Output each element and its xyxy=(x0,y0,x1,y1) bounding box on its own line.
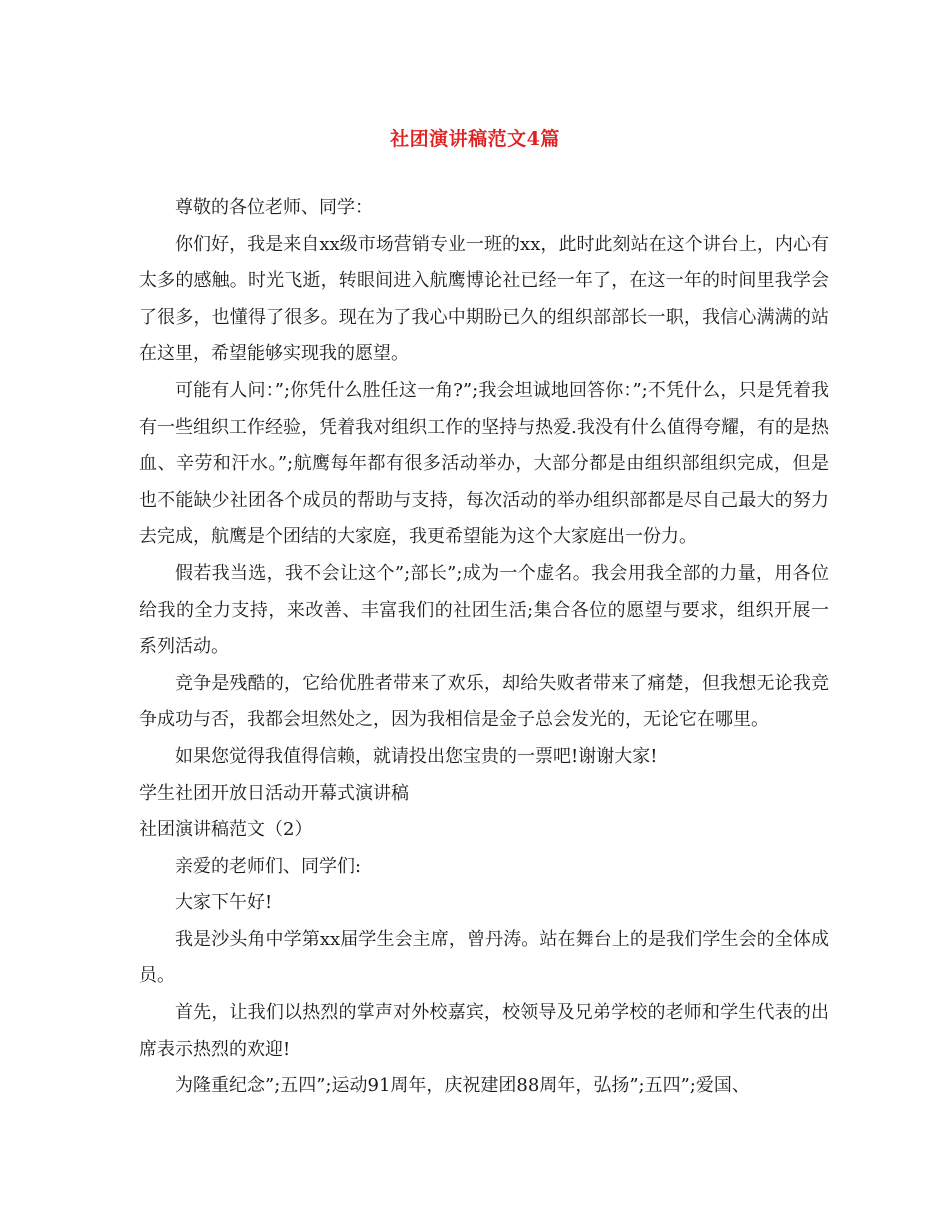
paragraph-greeting-2: 亲爱的老师们、同学们: xyxy=(175,855,362,877)
section-heading-sample-2: 社团演讲稿范文（2） xyxy=(139,819,313,841)
paragraph-greeting: 尊敬的各位老师、同学： xyxy=(175,197,373,218)
document-title: 社团演讲稿范文4篇 xyxy=(390,128,560,150)
paragraph-promise: 假若我当选，我不会让这个”;部长”;成为一个虚名。我会用我全部的力量，用各位给我的全力支持，来改善、丰富我们的社团生活;集合各位的愿望与要求，组织开展一系列活动。 xyxy=(139,562,829,658)
paragraph-self-introduction: 我是沙头角中学第xx届学生会主席，曾丹涛。站在舞台上的是我们学生会的全体成员。 xyxy=(139,928,829,987)
paragraph-introduction: 你们好，我是来自xx级市场营销专业一班的xx，此时此刻站在这个讲台上，内心有太多的感触。时光飞逝，转眼间进入航鹰博论社已经一年了，在这一年的时间里我学会了很多，也懂得了很多。现在为了我心中期盼已久的组织部部长一职，我信心满满的站在这里，希望能够实现我的愿望。 xyxy=(139,233,829,365)
paragraph-good-afternoon: 大家下午好! xyxy=(175,892,273,914)
document-body xyxy=(139,190,829,1105)
paragraph-commemoration: 为隆重纪念”;五四”;运动91周年，庆祝建团88周年，弘扬”;五四”;爱国、 xyxy=(175,1075,750,1097)
paragraph-competition: 竞争是残酷的，它给优胜者带来了欢乐，却给失败者带来了痛楚，但我想无论我竞争成功与否，我都会坦然处之，因为我相信是金子总会发光的，无论它在哪里。 xyxy=(139,672,829,731)
paragraph-vote-request: 如果您觉得我值得信赖，就请投出您宝贵的一票吧!谢谢大家! xyxy=(175,745,658,767)
paragraph-qualifications: 可能有人问：”;你凭什么胜任这一角?”;我会坦诚地回答你：”;不凭什么，只是凭着我有一些组织工作经验，凭着我对组织工作的坚持与热爱.我没有什么值得夸耀，有的是热血、辛劳和汗水。”;航鹰每年都有很多活动举办，大部分都是由组织部组织完成，但是也不能缺少社团各个成员的帮助与支持，每次活动的举办组织部都是尽自己最大的努力去完成，航鹰是个团结的大家庭，我更希望能为这个大家庭出一份力。 xyxy=(139,379,829,548)
paragraph-welcome: 首先，让我们以热烈的掌声对外校嘉宾，校领导及兄弟学校的老师和学生代表的出席表示热烈的欢迎! xyxy=(139,1002,829,1060)
section-heading-open-day: 学生社团开放日活动开幕式演讲稿 xyxy=(139,782,409,804)
